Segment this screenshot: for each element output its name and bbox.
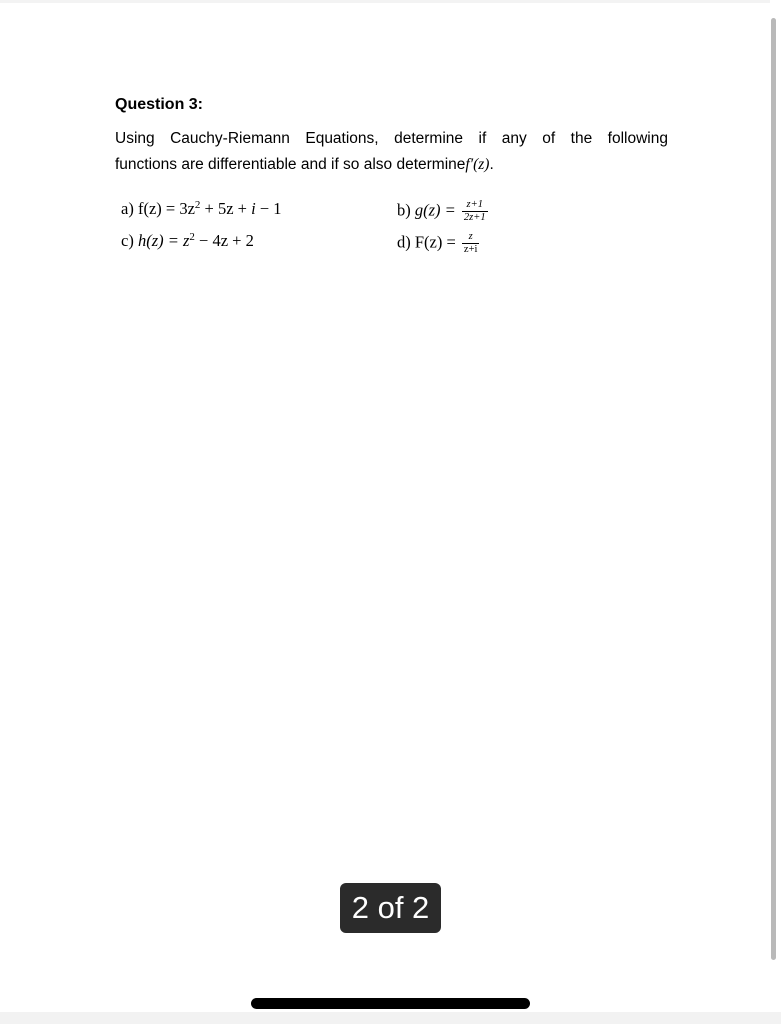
function-a-label: a) bbox=[121, 199, 134, 218]
function-b-denominator: 2z+1 bbox=[463, 212, 486, 223]
bottom-bar bbox=[0, 1012, 781, 1024]
prompt-line-1: Using Cauchy-Riemann Equations, determine if any of the following bbox=[115, 130, 668, 147]
function-b-label: b) bbox=[397, 200, 411, 220]
function-a-imaginary-unit: i bbox=[251, 199, 256, 218]
function-c-label: c) bbox=[121, 231, 134, 250]
function-a-term-1: 3z bbox=[179, 199, 195, 218]
prompt-line-2 bbox=[115, 152, 668, 178]
home-indicator[interactable] bbox=[251, 998, 530, 1009]
function-c-term-2: − 4z + 2 bbox=[194, 231, 254, 250]
function-c-lhs: h(z) = bbox=[137, 231, 183, 250]
function-d-denominator: z+i bbox=[463, 244, 478, 255]
question-prompt bbox=[115, 126, 668, 178]
function-b bbox=[397, 199, 488, 224]
function-c-term-1: z bbox=[183, 231, 190, 250]
function-a-term-2: + 5z + bbox=[200, 199, 252, 218]
function-c-exponent: 2 bbox=[189, 231, 195, 243]
function-d bbox=[397, 231, 479, 256]
page-indicator: 2 of 2 bbox=[340, 883, 441, 933]
function-a-lhs: f(z) = bbox=[137, 199, 180, 218]
function-d-lhs: F(z) = bbox=[414, 232, 460, 252]
prompt-line-2-text: functions are differentiable and if so also determine bbox=[115, 156, 466, 173]
scrollbar-thumb[interactable] bbox=[771, 18, 776, 960]
function-b-fraction bbox=[462, 199, 488, 224]
question-title: Question 3: bbox=[115, 96, 204, 113]
prompt-derivative-symbol: f′(z) bbox=[465, 156, 490, 173]
function-d-label: d) bbox=[397, 232, 411, 252]
function-a-term-4: − 1 bbox=[255, 199, 282, 218]
function-d-fraction bbox=[462, 231, 480, 256]
function-c bbox=[121, 231, 254, 251]
prompt-period: . bbox=[489, 156, 494, 173]
function-d-numerator: z bbox=[462, 231, 480, 244]
function-a bbox=[121, 199, 282, 219]
function-a-exponent: 2 bbox=[194, 199, 201, 211]
function-b-lhs: g(z) = bbox=[414, 200, 460, 220]
function-b-numerator: z+1 bbox=[462, 199, 488, 212]
document-page[interactable] bbox=[0, 3, 770, 1008]
